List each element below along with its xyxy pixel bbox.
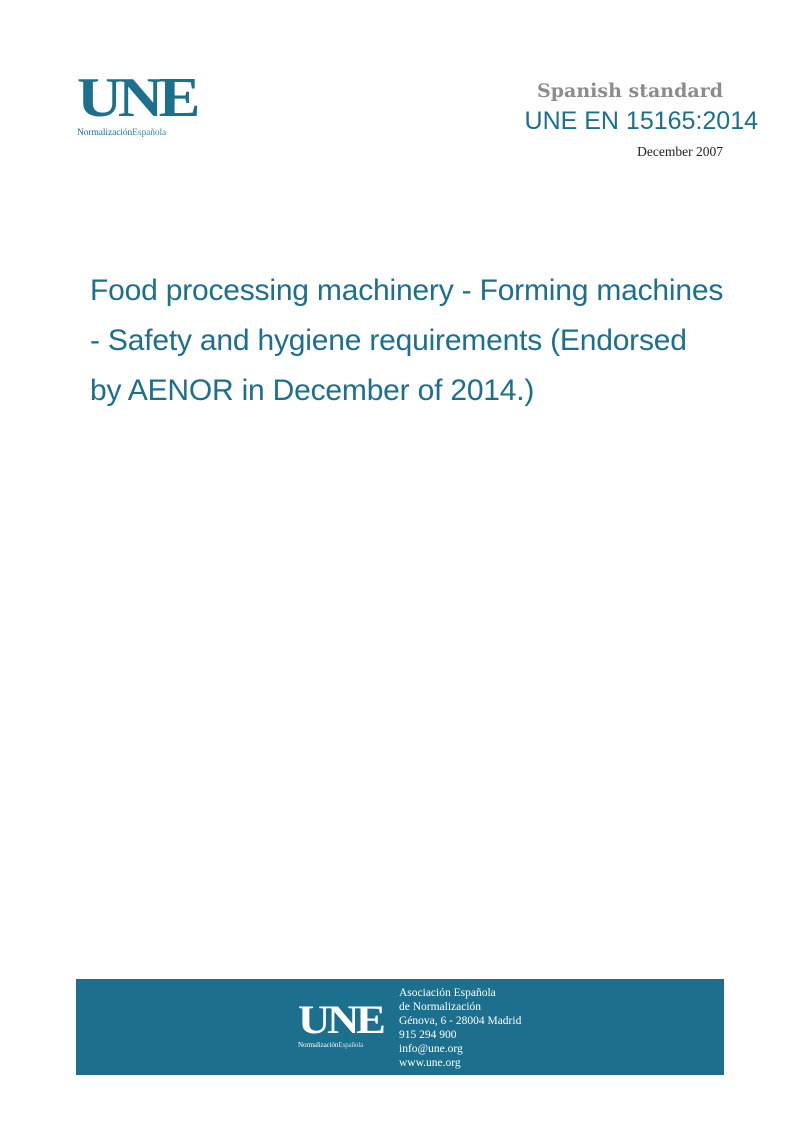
logo-sub-part1: Normalización (77, 128, 133, 138)
standard-type: Spanish standard (537, 80, 723, 102)
standard-date: December 2007 (637, 144, 723, 159)
org-phone: 915 294 900 (399, 1029, 457, 1041)
footer-logo-sub-part2: Española (338, 1041, 364, 1049)
une-logo-subtitle (77, 128, 207, 138)
title-line-1: Food processing machinery - Forming machines (90, 274, 724, 307)
footer-une-logo (298, 997, 388, 1049)
title-line-2: - Safety and hygiene requirements (Endorsed (90, 324, 687, 357)
footer-banner (76, 979, 724, 1075)
footer-logo-sub-part1: Normalización (298, 1041, 339, 1049)
org-name-line-1: Asociación Española (399, 987, 496, 999)
org-website[interactable]: www.une.org (399, 1057, 461, 1069)
une-logo (77, 67, 207, 138)
standard-code: UNE EN 15165:2014 (524, 107, 758, 135)
logo-sub-part2: Española (132, 128, 167, 138)
footer-logo-mark: UNE (298, 997, 383, 1042)
org-address: Génova, 6 - 28004 Madrid (399, 1015, 522, 1027)
footer-contact (399, 986, 521, 1070)
footer-logo-subtitle (298, 1041, 388, 1049)
title-line-3: by AENOR in December of 2014.) (90, 374, 535, 407)
document-title (90, 266, 790, 416)
org-name-line-2: de Normalización (399, 1001, 482, 1013)
standard-header (524, 78, 758, 164)
une-logo-mark: UNE (77, 67, 196, 129)
org-email[interactable]: info@une.org (399, 1043, 463, 1055)
